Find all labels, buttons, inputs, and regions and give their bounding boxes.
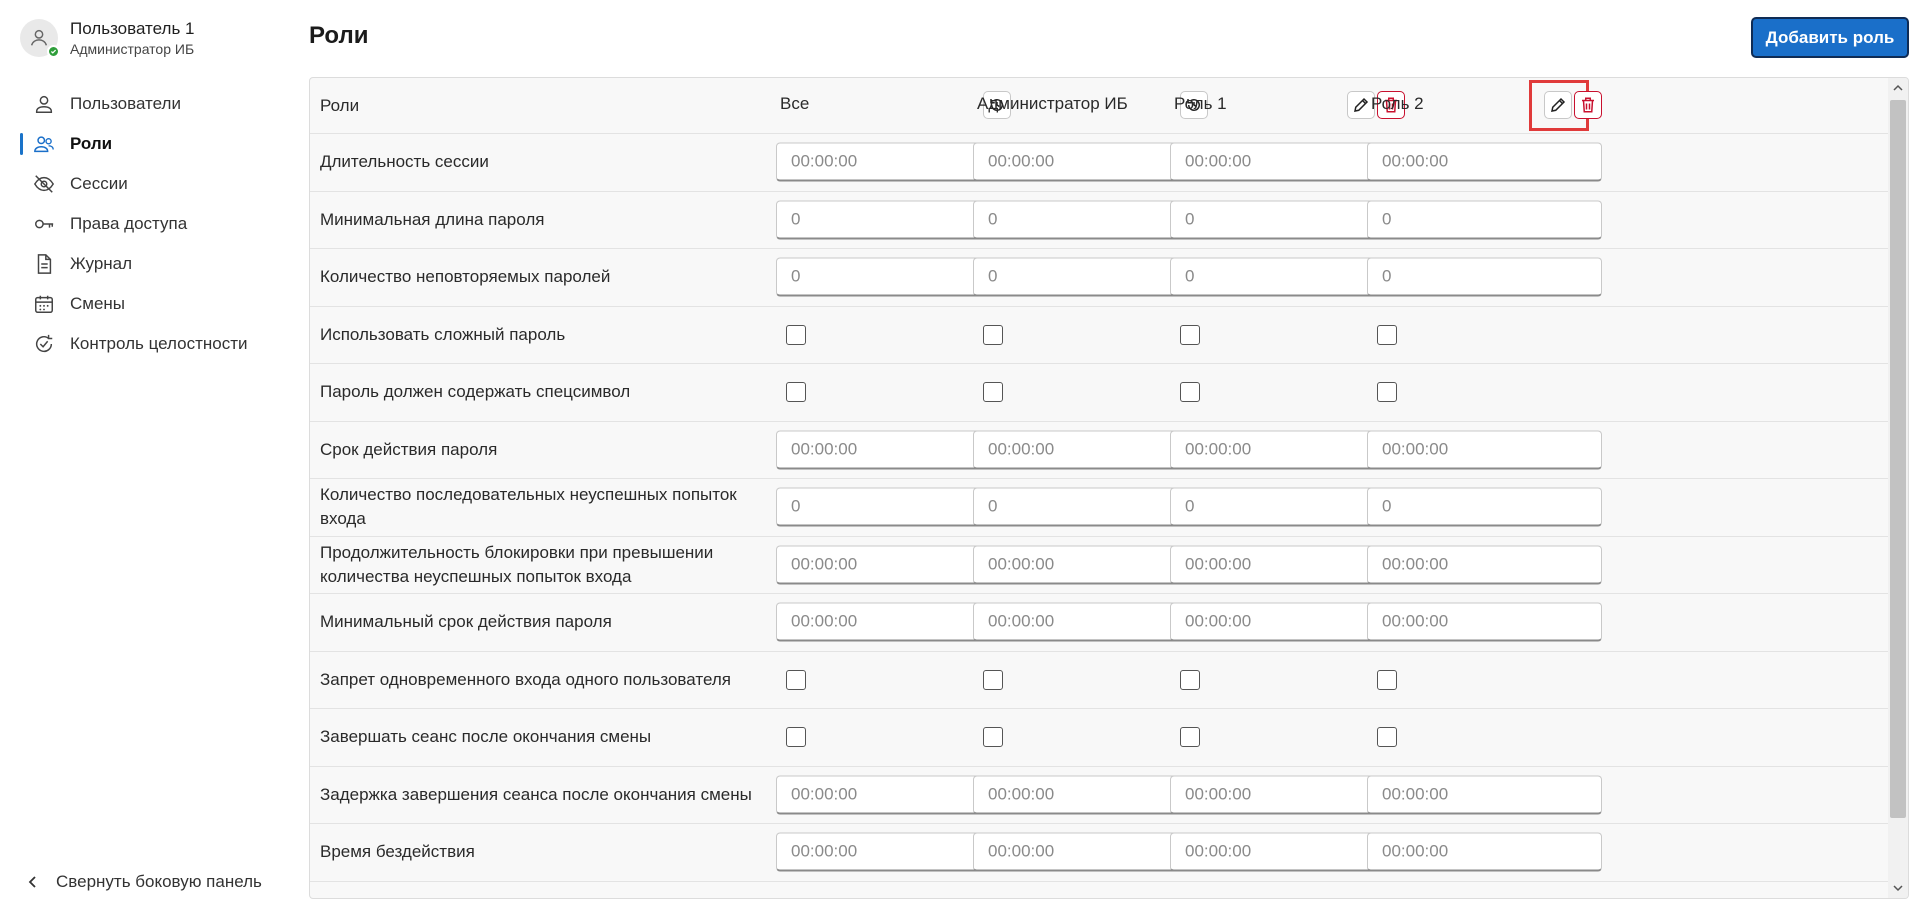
sidebar-item-access-rights[interactable] [0, 204, 280, 244]
table-row [310, 192, 1888, 250]
table-row [310, 249, 1888, 307]
setting-checkbox[interactable] [983, 325, 1003, 345]
table-row [310, 537, 1888, 595]
setting-checkbox[interactable] [1180, 670, 1200, 690]
table-row [310, 594, 1888, 652]
row-label: Использовать сложный пароль [320, 324, 566, 344]
table-row [310, 134, 1888, 192]
user-name: Пользователь 1 [70, 19, 195, 38]
integrity-icon [32, 332, 56, 356]
page-title: Роли [309, 22, 369, 49]
key-icon [32, 212, 56, 236]
sidebar-item-label: Сессии [70, 174, 128, 193]
table-row [310, 364, 1888, 422]
column-header-label: Роль 1 [1174, 94, 1227, 113]
user-role: Администратор ИБ [70, 41, 195, 57]
row-label: Минимальная длина пароля [320, 209, 545, 229]
setting-checkbox[interactable] [983, 670, 1003, 690]
setting-checkbox[interactable] [1180, 325, 1200, 345]
setting-checkbox[interactable] [1180, 727, 1200, 747]
setting-input[interactable] [1367, 775, 1602, 814]
sidebar-item-shifts[interactable] [0, 284, 280, 324]
setting-input[interactable] [1367, 200, 1602, 239]
row-label: Минимальный срок действия пароля [320, 612, 612, 632]
sidebar-item-label: Права доступа [70, 214, 188, 233]
document-icon [32, 252, 56, 276]
row-label: Срок действия пароля [320, 439, 498, 459]
setting-checkbox[interactable] [1377, 325, 1397, 345]
column-header-label: Роль 2 [1371, 94, 1424, 113]
setting-checkbox[interactable] [786, 670, 806, 690]
row-label: Количество неповторяемых паролей [320, 267, 611, 287]
setting-checkbox[interactable] [1377, 670, 1397, 690]
chevron-left-icon [26, 875, 40, 889]
table-row [310, 479, 1888, 537]
roles-table [309, 77, 1909, 899]
table-row [310, 307, 1888, 365]
delete-role-button[interactable] [1574, 91, 1602, 119]
setting-input[interactable] [1367, 143, 1602, 182]
sidebar-item-label: Контроль целостности [70, 334, 248, 353]
column-header-label: Все [780, 94, 810, 113]
user-avatar-icon [28, 27, 50, 49]
setting-input[interactable] [1367, 833, 1602, 872]
row-label: Пароль должен содержать спецсимвол [320, 382, 631, 402]
avatar [20, 19, 58, 57]
users-icon [32, 132, 56, 156]
setting-input[interactable] [1367, 545, 1602, 584]
table-row [310, 767, 1888, 825]
setting-checkbox[interactable] [786, 727, 806, 747]
row-label: Задержка завершения сеанса после окончания смены [320, 784, 752, 804]
table-row [310, 652, 1888, 710]
row-label: Завершать сеанс после окончания смены [320, 727, 652, 747]
column-header-label: Администратор ИБ [977, 94, 1128, 113]
vertical-scrollbar[interactable] [1888, 78, 1908, 898]
sidebar-item-users[interactable] [0, 84, 280, 124]
setting-input[interactable] [1367, 258, 1602, 297]
setting-checkbox[interactable] [983, 382, 1003, 402]
user-profile[interactable] [20, 18, 195, 58]
delete-icon [1579, 96, 1597, 114]
sidebar-item-roles[interactable] [0, 124, 280, 164]
setting-input[interactable] [1367, 603, 1602, 642]
setting-checkbox[interactable] [1377, 382, 1397, 402]
row-label: Длительность сессии [320, 152, 489, 172]
row-label: Запрет одновременного входа одного пользователя [320, 669, 731, 689]
table-row [310, 709, 1888, 767]
collapse-sidebar-label: Свернуть боковую панель [56, 872, 262, 891]
setting-checkbox[interactable] [786, 382, 806, 402]
setting-checkbox[interactable] [983, 727, 1003, 747]
table-row [310, 824, 1888, 882]
sidebar-item-label: Смены [70, 294, 126, 313]
sidebar-item-label: Пользователи [70, 94, 181, 113]
table-row [310, 422, 1888, 480]
sidebar-nav [0, 84, 280, 364]
setting-checkbox[interactable] [1377, 727, 1397, 747]
scroll-thumb[interactable] [1890, 100, 1906, 818]
online-status-icon [47, 45, 60, 58]
add-role-button[interactable]: Добавить роль [1751, 17, 1909, 58]
session-icon [32, 172, 56, 196]
sidebar [0, 0, 280, 921]
sidebar-item-journal[interactable] [0, 244, 280, 284]
calendar-icon [32, 292, 56, 316]
edit-icon [1352, 96, 1370, 114]
setting-input[interactable] [1367, 430, 1602, 469]
sidebar-item-integrity-control[interactable] [0, 324, 280, 364]
edit-icon [1549, 96, 1567, 114]
sidebar-item-sessions[interactable] [0, 164, 280, 204]
table-header-row [310, 78, 1888, 134]
row-label: Количество последовательных неуспешных попыток входа [320, 485, 737, 529]
row-label: Время бездействия [320, 842, 475, 862]
user-icon [32, 92, 56, 116]
setting-input[interactable] [1367, 488, 1602, 527]
setting-checkbox[interactable] [1180, 382, 1200, 402]
edit-role-button[interactable] [1544, 91, 1572, 119]
header-roles-label: Роли [320, 96, 360, 115]
sidebar-item-label: Роли [70, 134, 113, 153]
setting-checkbox[interactable] [786, 325, 806, 345]
scroll-up-icon[interactable] [1888, 78, 1908, 98]
row-label: Продолжительность блокировки при превышении количества неуспешных попыток входа [320, 542, 714, 586]
collapse-sidebar-button[interactable] [26, 872, 262, 892]
sidebar-item-label: Журнал [70, 254, 133, 273]
scroll-down-icon[interactable] [1888, 878, 1908, 898]
